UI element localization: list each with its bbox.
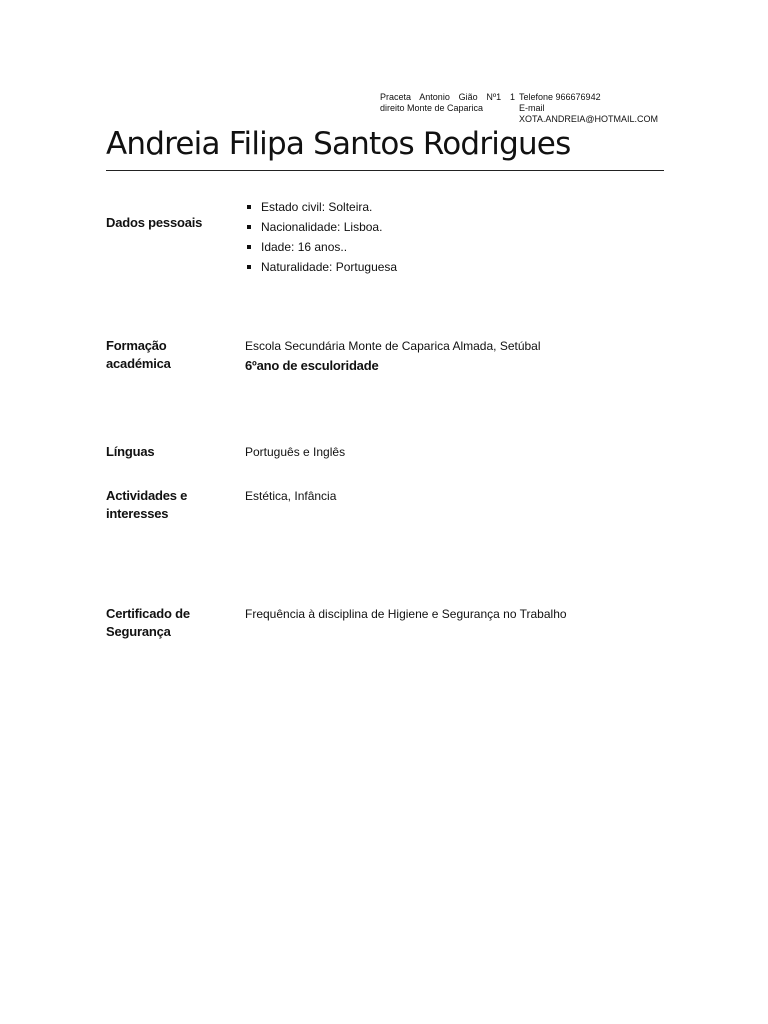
list-item xyxy=(245,197,675,217)
section-label-text: Línguas xyxy=(106,444,155,459)
list-item-text: Estado civil: Solteira. xyxy=(261,200,373,214)
activities-text: Estética, Infância xyxy=(245,489,337,503)
address-line-1 xyxy=(380,92,515,103)
bullet-icon xyxy=(247,205,251,209)
section-body-education xyxy=(245,336,675,376)
phone-text: Telefone 966676942 xyxy=(519,92,601,102)
section-label-personal xyxy=(106,214,231,232)
section-label-text: Actividades e xyxy=(106,488,188,503)
address-word: Nº1 xyxy=(486,92,502,102)
section-label-education xyxy=(106,337,231,373)
contact-block xyxy=(519,92,679,125)
section-label-text: interesses xyxy=(106,506,169,521)
section-label-certificate xyxy=(106,605,231,641)
list-item xyxy=(245,257,675,277)
header-divider xyxy=(106,170,664,171)
email-label: E-mail xyxy=(519,103,545,113)
languages-text: Português e Inglês xyxy=(245,445,346,459)
certificate-text: Frequência à disciplina de Higiene e Segurança no Trabalho xyxy=(245,607,567,621)
list-item xyxy=(245,237,675,257)
address-word: Antonio xyxy=(419,92,450,102)
email-text: XOTA.ANDREIA@HOTMAIL.COM xyxy=(519,114,658,124)
bullet-icon xyxy=(247,245,251,249)
section-body-languages xyxy=(245,442,675,462)
list-item-text: Naturalidade: Portuguesa xyxy=(261,260,398,274)
bullet-icon xyxy=(247,265,251,269)
section-label-text: académica xyxy=(106,356,171,371)
section-body-activities xyxy=(245,486,675,506)
section-body-personal xyxy=(245,197,675,277)
personal-details-list xyxy=(245,197,675,277)
section-label-text: Certificado de xyxy=(106,606,190,621)
address-word: Gião xyxy=(458,92,478,102)
education-level-text: 6ºano de esculoridade xyxy=(245,358,379,373)
address-block xyxy=(380,92,515,114)
address-word: Praceta xyxy=(380,92,412,102)
candidate-name: Andreia Filipa Santos Rodrigues xyxy=(106,126,571,162)
section-label-languages xyxy=(106,443,231,461)
section-label-text: Segurança xyxy=(106,624,171,639)
list-item-text: Nacionalidade: Lisboa. xyxy=(261,220,383,234)
address-word: 1 xyxy=(509,92,515,102)
address-line-2: direito Monte de Caparica xyxy=(380,103,484,113)
section-label-text: Dados pessoais xyxy=(106,215,203,230)
bullet-icon xyxy=(247,225,251,229)
section-body-certificate xyxy=(245,604,675,624)
school-text: Escola Secundária Monte de Caparica Almada, Setúbal xyxy=(245,339,541,353)
section-label-activities xyxy=(106,487,231,523)
list-item-text: Idade: 16 anos.. xyxy=(261,240,348,254)
list-item xyxy=(245,217,675,237)
section-label-text: Formação xyxy=(106,338,167,353)
